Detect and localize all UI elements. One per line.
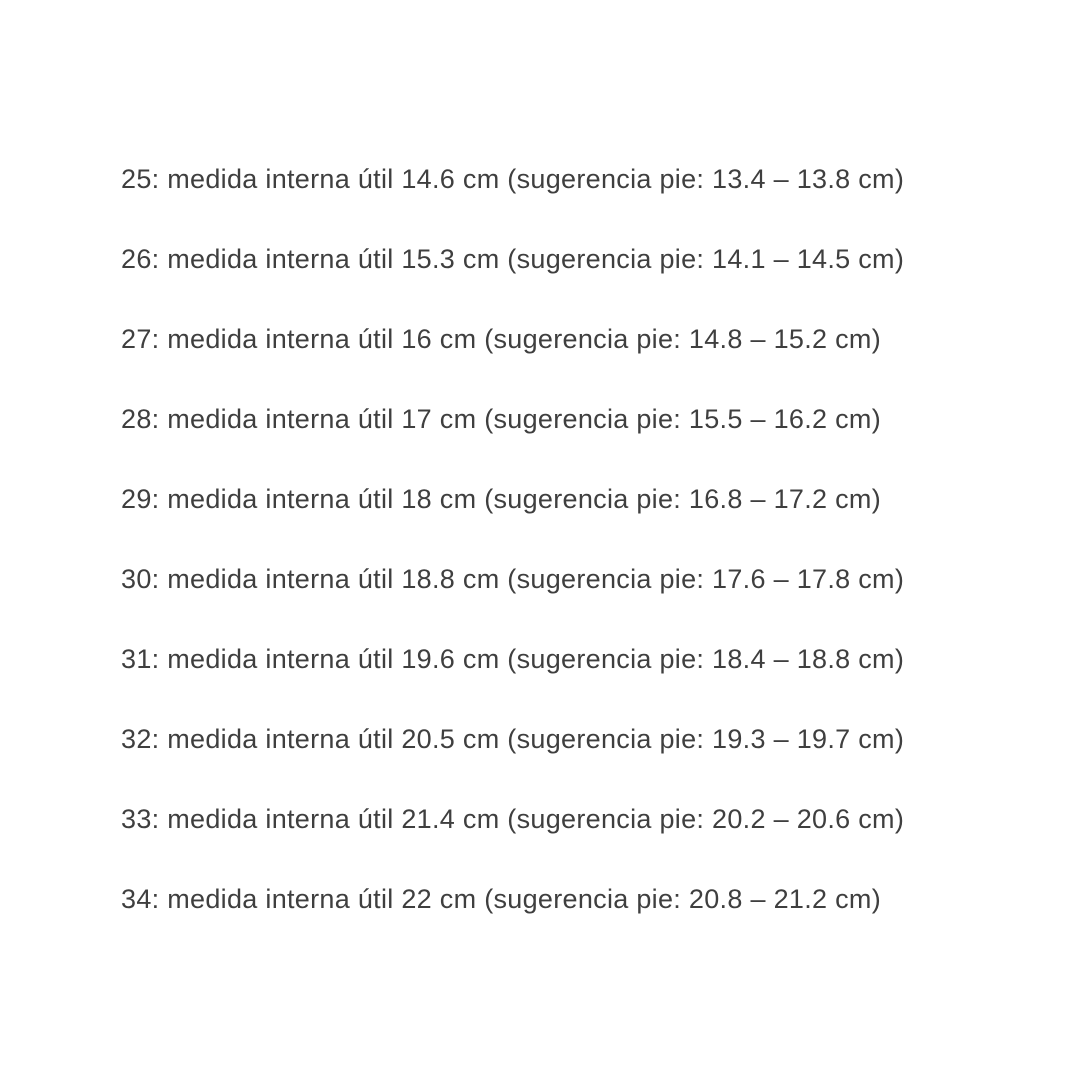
size-line-31: 31: medida interna útil 19.6 cm (sugerencia pie: 18.4 – 18.8 cm)	[121, 644, 905, 674]
size-line-28: 28: medida interna útil 17 cm (sugerencia pie: 15.5 – 16.2 cm)	[121, 404, 882, 434]
size-line-32: 32: medida interna útil 20.5 cm (sugerencia pie: 19.3 – 19.7 cm)	[121, 724, 905, 754]
size-line-25: 25: medida interna útil 14.6 cm (sugerencia pie: 13.4 – 13.8 cm)	[121, 164, 905, 194]
size-line-33: 33: medida interna útil 21.4 cm (sugerencia pie: 20.2 – 20.6 cm)	[121, 804, 905, 834]
size-line-27: 27: medida interna útil 16 cm (sugerencia pie: 14.8 – 15.2 cm)	[121, 324, 882, 354]
size-line-29: 29: medida interna útil 18 cm (sugerencia pie: 16.8 – 17.2 cm)	[121, 484, 882, 514]
size-line-34: 34: medida interna útil 22 cm (sugerencia pie: 20.8 – 21.2 cm)	[121, 884, 882, 914]
size-line-26: 26: medida interna útil 15.3 cm (sugerencia pie: 14.1 – 14.5 cm)	[121, 244, 905, 274]
size-line-30: 30: medida interna útil 18.8 cm (sugerencia pie: 17.6 – 17.8 cm)	[121, 564, 905, 594]
size-chart-list	[121, 166, 1019, 966]
